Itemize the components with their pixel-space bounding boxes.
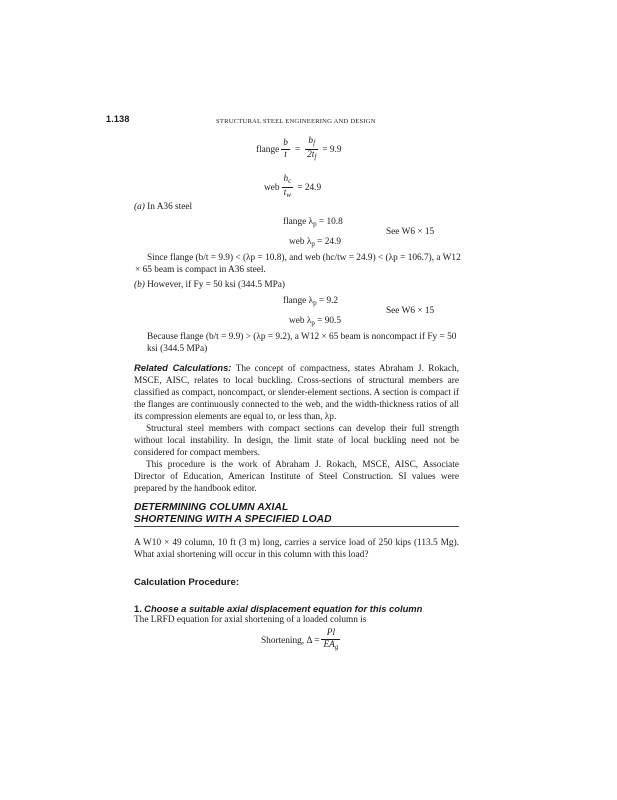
part-b-intro xyxy=(134,279,285,291)
part-b-web-sub: p xyxy=(311,319,315,327)
part-a-text: In A36 steel xyxy=(144,202,193,212)
part-b-see-ref: See W6 × 15 xyxy=(386,306,435,316)
equals-sign: = xyxy=(294,144,301,155)
part-a-flange-sub: p xyxy=(313,220,317,228)
part-a-web-sub: p xyxy=(311,240,315,248)
part-b-label: (b) xyxy=(134,280,145,290)
part-a-intro xyxy=(134,201,192,213)
denominator-ea-sub: g xyxy=(334,643,339,651)
fraction-pl-over-eag xyxy=(321,628,340,653)
denominator-ea: EA xyxy=(323,640,335,650)
numerator-hc: h xyxy=(283,174,289,184)
related-paragraph-1 xyxy=(134,362,459,423)
shortening-equation xyxy=(261,628,342,653)
numerator-bf: b xyxy=(308,136,314,146)
part-b-text: However, if Fy = 50 ksi (344.5 MPa) xyxy=(144,280,286,290)
denominator-2tf-sub: f xyxy=(314,153,317,161)
part-b-conclusion-line2: ksi (344.5 MPa) xyxy=(147,344,208,354)
part-b-conclusion xyxy=(147,331,463,355)
part-b-flange-limit xyxy=(283,295,338,309)
part-b-flange-prefix: flange λ xyxy=(283,296,314,306)
part-b-web-prefix: web λ xyxy=(289,316,312,326)
part-a-web-prefix: web λ xyxy=(289,237,312,247)
section-title xyxy=(134,502,332,526)
part-a-see-ref: See W6 × 15 xyxy=(386,227,435,237)
section-title-line2: SHORTENING WITH A SPECIFIED LOAD xyxy=(134,514,332,525)
denominator-tw-sub: w xyxy=(286,191,292,199)
fraction-b-over-t xyxy=(281,138,290,161)
denominator-tw: t xyxy=(283,188,287,198)
running-title: STRUCTURAL STEEL ENGINEERING AND DESIGN xyxy=(216,118,376,125)
section-divider xyxy=(134,526,459,527)
part-a-flange-limit xyxy=(283,216,343,230)
web-equation xyxy=(264,174,321,201)
part-a-flange-value: = 10.8 xyxy=(316,217,343,227)
part-b-flange-value: = 9.2 xyxy=(316,296,339,306)
section-title-line1: DETERMINING COLUMN AXIAL xyxy=(134,502,289,513)
denominator-2tf: 2t xyxy=(307,150,315,160)
part-a-flange-prefix: flange λ xyxy=(283,217,314,227)
related-heading: Related Calculations: xyxy=(134,362,232,373)
problem-statement: A W10 × 49 column, 10 ft (3 m) long, carries a service load of 250 kips (113.5 Mg). What axial shortening will occur in this column with this load? xyxy=(134,538,459,560)
part-a-web-value: = 24.9 xyxy=(314,237,341,247)
part-b-web-limit xyxy=(289,315,341,329)
part-a-conclusion xyxy=(135,252,463,276)
related-text-1: The concept of compactness, states Abraham J. Rokach, MSCE, AISC, relates to local buckling. Cross-sections of structural members are classified as compact, noncompact, or slender-element sections. A section is compact if the flanges are continuously connected to the web, and the width-thickness ratios of all its compression elements are equal to, or less than, λp. xyxy=(134,364,459,422)
page-number: 1.138 xyxy=(106,114,130,124)
part-a-web-limit xyxy=(289,236,341,250)
step-1-title: Choose a suitable axial displacement equation for this column xyxy=(144,603,423,614)
numerator-hc-sub: c xyxy=(288,177,292,185)
flange-eq-label: flange xyxy=(256,144,280,155)
numerator-pl: Pl xyxy=(326,628,336,638)
part-a-conclusion-line2: × 65 beam is compact in A36 steel. xyxy=(135,265,266,275)
part-a-conclusion-line1: Since flange (b/t = 9.9) < (λp = 10.8), and web (hc/tw = 24.9) < (λp = 106.7), a W12 xyxy=(147,253,461,263)
related-paragraph-2: Structural steel members with compact sections can develop their full strength without local instability. In design, the limit state of local buckling need not be considered for compact members. xyxy=(134,424,459,458)
related-calculations xyxy=(134,362,459,495)
numerator-b: b xyxy=(283,138,288,148)
fraction-hc-over-tw xyxy=(282,174,294,201)
part-b-conclusion-line1: Because flange (b/t = 9.9) > (λp = 9.2), a W12 × 65 beam is noncompact if Fy = 50 xyxy=(147,332,457,342)
step-1-number: 1. xyxy=(134,603,142,614)
denominator-t: t xyxy=(284,150,287,160)
numerator-bf-sub: f xyxy=(313,139,316,147)
part-b-web-value: = 90.5 xyxy=(314,316,341,326)
step-1-text: The LRFD equation for axial shortening of a loaded column is xyxy=(134,615,367,625)
related-paragraph-3: This procedure is the work of Abraham J. Rokach, MSCE, AISC, Associate Director of Education, American Institute of Steel Construction. SI values were prepared by the handbook editor. xyxy=(134,460,459,494)
web-eq-label: web xyxy=(264,182,280,193)
fraction-bf-over-2tf xyxy=(305,136,318,163)
flange-equation xyxy=(256,136,342,163)
part-a-label: (a) xyxy=(134,202,145,212)
procedure-heading: Calculation Procedure: xyxy=(134,577,240,588)
web-eq-result: = 24.9 xyxy=(297,182,322,193)
shortening-label: Shortening, Δ = xyxy=(261,635,320,646)
flange-eq-result: = 9.9 xyxy=(322,144,342,155)
part-b-flange-sub: p xyxy=(313,299,317,307)
